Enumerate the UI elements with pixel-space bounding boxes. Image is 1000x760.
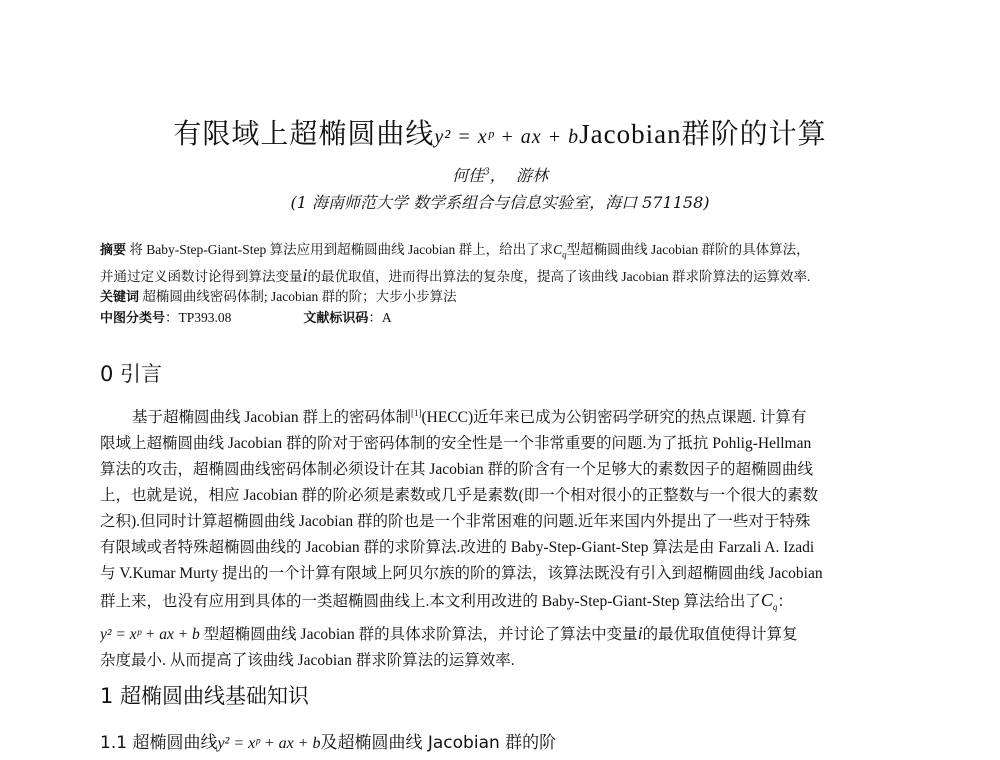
classification-line [100,308,920,329]
paragraph-line: 算法的攻击，超椭圆曲线密码体制必须设计在其 Jacobian 群的阶含有一个足够大的素数因子的超椭圆曲线 [100,461,813,479]
author-name: 游林 [515,166,548,185]
classification-label: 中图分类号 [100,310,166,326]
subsection-heading [100,728,556,753]
text: 型超椭圆曲线 Jacobian 群的具体求阶算法，并讨论了算法中变量 [203,626,638,644]
author-affiliation-mark: 3 [484,167,490,178]
paragraph-line: 有限域或者特殊超椭圆曲线的 Jacobian 群的求阶算法.改进的 Baby-Step-Giant-Step 算法是由 Farzali A. Izadi [100,539,815,557]
author-list [0,163,1000,186]
title-latin: Jacobian [579,119,682,149]
keywords-line [100,287,920,308]
text: 基于超椭圆曲线 Jacobian 群上的密码体制 [132,409,411,427]
math-symbol: C [553,242,563,257]
author-name: 何佳 [452,166,485,185]
abstract-text: 并通过定义函数讨论得到算法变量 [100,268,303,284]
citation: [1] [410,408,422,418]
text: ： [777,593,793,611]
title-equation: y² = xᵖ + ax + b [434,126,580,148]
affiliation: (1 海南师范大学 数学系组合与信息实验室，海口 571158) [290,193,710,212]
math-symbol: i [637,623,643,644]
abstract-line [100,265,920,287]
abstract-text: 将 Baby-Step-Giant-Step 算法应用到超椭圆曲线 Jacobian 群上，给出了求 [129,242,554,257]
math-subscript: q [562,249,567,260]
abstract [100,240,920,329]
text: 的最优取值使得计算复 [642,626,798,644]
paragraph-line [100,400,920,431]
paragraph-line [100,587,920,620]
keywords-label: 关键词 [100,289,140,305]
abstract-line [100,240,920,265]
math-symbol: i [302,264,308,285]
paragraph-line: 限域上超椭圆曲线 Jacobian 群的阶对于密码体制的安全性是一个非常重要的问题.为了抵抗 Pohlig-Hellman [100,435,812,453]
abstract-text: 的最优取值，进而得出算法的复杂度，提高了该曲线 Jacobian 群求阶算法的运算效率. [307,268,811,284]
keywords-text: 超椭圆曲线密码体制; Jacobian 群的阶；大步小步算法 [142,288,457,304]
subsection-text: 及超椭圆曲线 Jacobian 群的阶 [320,733,557,753]
section-heading: 1 超椭圆曲线基础知识 [100,684,310,708]
title-text-end: 群阶的计算 [681,117,827,150]
paragraph-line: 上，也就是说，相应 Jacobian 群的阶必须是素数或几乎是素数(即一个相对很小的正整数与一个很大的素数 [100,487,819,505]
abstract-label: 摘要 [100,243,127,258]
paragraph-line: 之积).但同时计算超椭圆曲线 Jacobian 群的阶也是一个非常困难的问题.近年来国内外提出了一些对于特殊 [100,513,811,531]
paper-title [0,112,1000,152]
title-text: 有限域上超椭圆曲线 [173,117,435,150]
paragraph-line: 杂度最小. 从而提高了该曲线 Jacobian 群求阶算法的运算效率. [100,652,515,670]
author-separator: ， [489,166,506,185]
abstract-text: 型超椭圆曲线 Jacobian 群阶的具体算法， [566,242,810,257]
paragraph-line: 与 V.Kumar Murty 提出的一个计算有限域上阿贝尔族的阶的算法，该算法既没有引入到超椭圆曲线 Jacobian [100,565,823,583]
classification-value: ：TP393.08 [165,309,232,325]
math-equation: y² = xᵖ + ax + b [100,626,200,644]
intro-paragraph [100,400,920,674]
document-code-value: ：A [368,309,392,325]
math-subscript: q [772,602,778,613]
section-heading: 0 引言 [100,362,163,386]
paragraph-line [100,620,920,648]
document-code-label: 文献标识码 [303,310,369,326]
text: 群上来，也没有应用到具体的一类超椭圆曲线上.本文利用改进的 Baby-Step-Giant-Step 算法给出了 [100,593,761,611]
math-symbol: C [760,590,773,611]
math-equation: y² = xᵖ + ax + b [217,735,321,752]
subsection-text: 1.1 超椭圆曲线 [100,733,218,753]
text: (HECC)近年来已成为公钥密码学研究的热点课题. 计算有 [421,409,807,427]
